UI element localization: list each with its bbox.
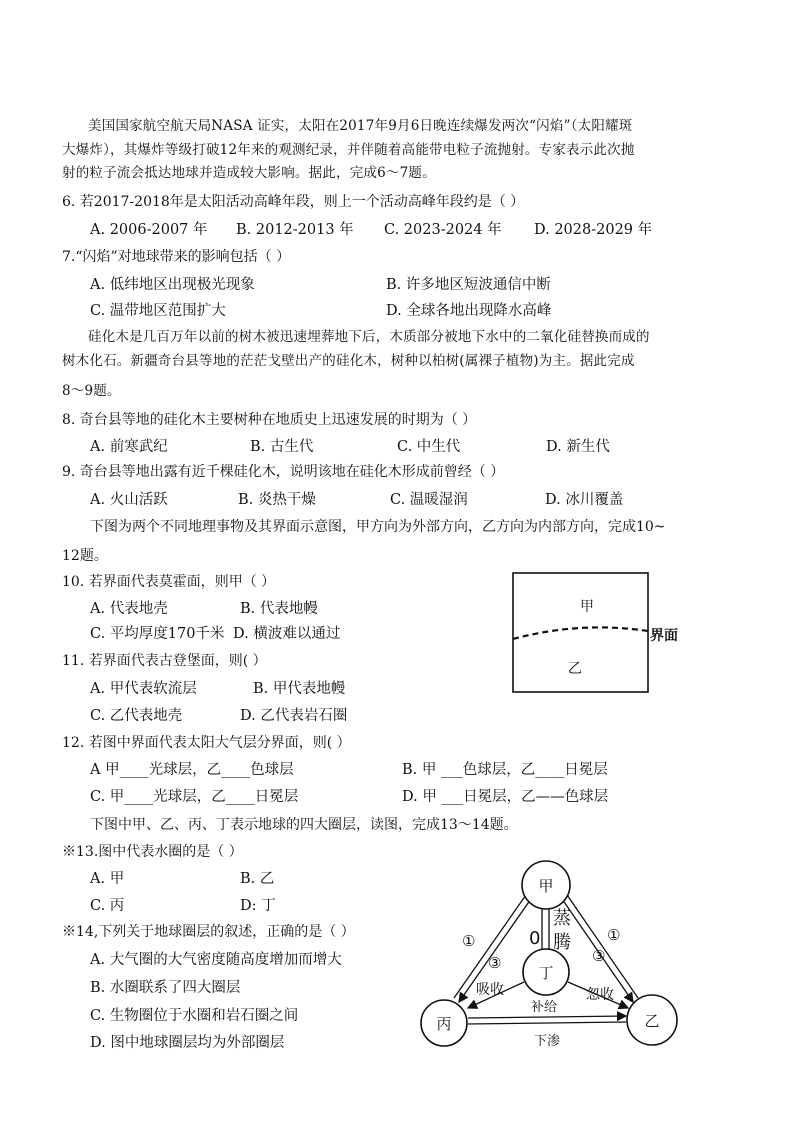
q7-option-a: A. 低纬地区出现极光现象: [90, 277, 255, 293]
q6-option-a: A. 2006-2007 年: [90, 222, 208, 238]
q9-option-a: A. 火山活跃: [90, 492, 168, 508]
passage1-line2: 大爆炸），其爆炸等级打破12年来的观测纪录，并伴随着高能带电粒子流抛射。专家表示此次抛: [62, 142, 635, 158]
q12-option-d: D. 甲 ___日冕层，乙——色球层: [402, 789, 609, 805]
q6-stem: 6. 若2017-2018年是太阳活动高峰年段，则上一个活动高峰年段约是（ ）: [62, 194, 525, 210]
arrow-bing-yi-2: [468, 1022, 626, 1024]
label-teng: 腾: [553, 932, 571, 953]
interface-diagram: [505, 565, 690, 700]
interface-label-jia: 甲: [580, 599, 594, 615]
label-bing: 丙: [436, 1015, 452, 1033]
label-jia: 甲: [538, 877, 554, 895]
arrow-bing-yi-1: [468, 1016, 626, 1018]
q8-option-a: A. 前寒武纪: [90, 439, 168, 455]
q6-option-d: D. 2028-2029 年: [534, 222, 653, 238]
q10-stem: 10. 若界面代表莫霍面，则甲（ ）: [62, 574, 276, 590]
q14-option-d: D. 图中地球圈层均为外部圈层: [90, 1035, 285, 1051]
q9-stem: 9. 奇台县等地出露有近千棵硅化木，说明该地在硅化木形成前曾经（ ）: [62, 464, 505, 480]
q11-option-a: A. 甲代表软流层: [90, 681, 197, 697]
q11-option-c: C. 乙代表地壳: [90, 708, 183, 724]
q7-stem: 7.“闪焰”对地球带来的影响包括（ ）: [62, 249, 291, 265]
q14-stem: ※14,下列关于地球圈层的叙述，正确的是（ ）: [62, 924, 355, 940]
q11-option-d: D. 乙代表岩石圈: [240, 708, 348, 724]
interface-label: 界面: [650, 628, 678, 644]
q7-option-b: B. 许多地区短波通信中断: [386, 277, 551, 293]
interface-label-yi: 乙: [568, 661, 582, 677]
label-hushou: 忽收: [586, 987, 614, 1003]
passage4-line1: 下图中甲、乙、丙、丁表示地球的四大圈层，读图，完成13～14题。: [90, 817, 518, 833]
q13-stem: ※13.图中代表水圈的是（ ）: [62, 844, 243, 860]
arrow-jia-yi-1: [565, 892, 638, 998]
label-circled3-right: ③: [592, 947, 606, 965]
q11-option-b: B. 甲代表地幔: [253, 681, 346, 697]
q10-option-a: A. 代表地壳: [90, 601, 168, 617]
q13-option-a: A. 甲: [90, 871, 125, 887]
q9-option-d: D. 冰川覆盖: [545, 492, 624, 508]
passage3-line1: 下图为两个不同地理事物及其界面示意图，甲方向为外部方向，乙方向为内部方向，完成10~: [90, 519, 666, 535]
passage2-line1: 硅化木是几百万年以前的树木被迅速埋葬地下后，木质部分被地下水中的二氧化硅替换而成的: [88, 329, 650, 345]
q10-option-d: D. 横波难以通过: [233, 626, 341, 642]
label-circled3-left: ③: [488, 954, 502, 972]
spheres-diagram: [420, 848, 682, 1053]
q12-option-a: A 甲____光球层，乙____色球层: [90, 762, 294, 778]
passage1-line1: 美国国家航空航天局NASA 证实，太阳在2017年9月6日晚连续爆发两次“闪焰”（太阳耀斑: [88, 118, 633, 134]
q6-option-c: C. 2023-2024 年: [384, 222, 502, 238]
label-yi: 乙: [644, 1012, 660, 1030]
q13-option-d: D: 丁: [240, 898, 276, 914]
q8-stem: 8. 奇台县等地的硅化木主要树种在地质史上迅速发展的时期为（ ）: [62, 412, 477, 428]
q6-option-b: B. 2012-2013 年: [236, 222, 354, 238]
interface-dashed-line: [513, 627, 648, 639]
label-xiashen: 下渗: [534, 1034, 561, 1049]
label-zheng: 蒸: [553, 908, 571, 929]
q8-option-c: C. 中生代: [397, 439, 461, 455]
passage3-line2: 12题。: [62, 548, 108, 564]
q7-option-c: C. 温带地区范围扩大: [90, 303, 226, 319]
q13-option-b: B. 乙: [240, 871, 275, 887]
passage2-line3: 8～9题。: [62, 383, 121, 399]
q10-option-b: B. 代表地幔: [240, 601, 318, 617]
q11-stem: 11. 若界面代表古登堡面，则( ）: [62, 653, 267, 669]
q14-option-c: C. 生物圈位于水圈和岩石圈之间: [90, 1008, 299, 1024]
label-xishou: 吸收: [476, 982, 504, 998]
q12-stem: 12. 若图中界面代表太阳大气层分界面，则( ）: [62, 735, 351, 751]
q9-option-b: B. 炎热干燥: [238, 492, 316, 508]
label-circled1-left: ①: [462, 932, 476, 950]
q7-option-d: D. 全球各地出现降水高峰: [386, 303, 552, 319]
passage1-line3: 射的粒子流会抵达地球并造成较大影响。据此，完成6～7题。: [62, 165, 436, 181]
q13-option-c: C. 丙: [90, 898, 125, 914]
label-ding: 丁: [538, 964, 554, 982]
q14-option-b: B. 水圈联系了四大圈层: [90, 980, 241, 996]
label-circled1-right: ①: [607, 926, 621, 944]
q8-option-d: D. 新生代: [546, 439, 610, 455]
label-zero: 0: [529, 928, 541, 949]
q12-option-c: C. 甲____光球层，乙____日冕层: [90, 789, 299, 805]
passage2-line2: 树木化石。新疆奇台县等地的茫茫戈壁出产的硅化木，树种以柏树(属裸子植物)为主。据此完成: [62, 353, 635, 369]
q9-option-c: C. 温暖湿润: [390, 492, 468, 508]
q8-option-b: B. 古生代: [250, 439, 314, 455]
label-bugei: 补给: [531, 1000, 558, 1015]
q12-option-b: B. 甲 ___色球层，乙____日冕层: [402, 762, 608, 778]
q10-option-c: C. 平均厚度170千米: [90, 626, 225, 642]
q14-option-a: A. 大气圈的大气密度随高度增加而增大: [90, 952, 342, 968]
